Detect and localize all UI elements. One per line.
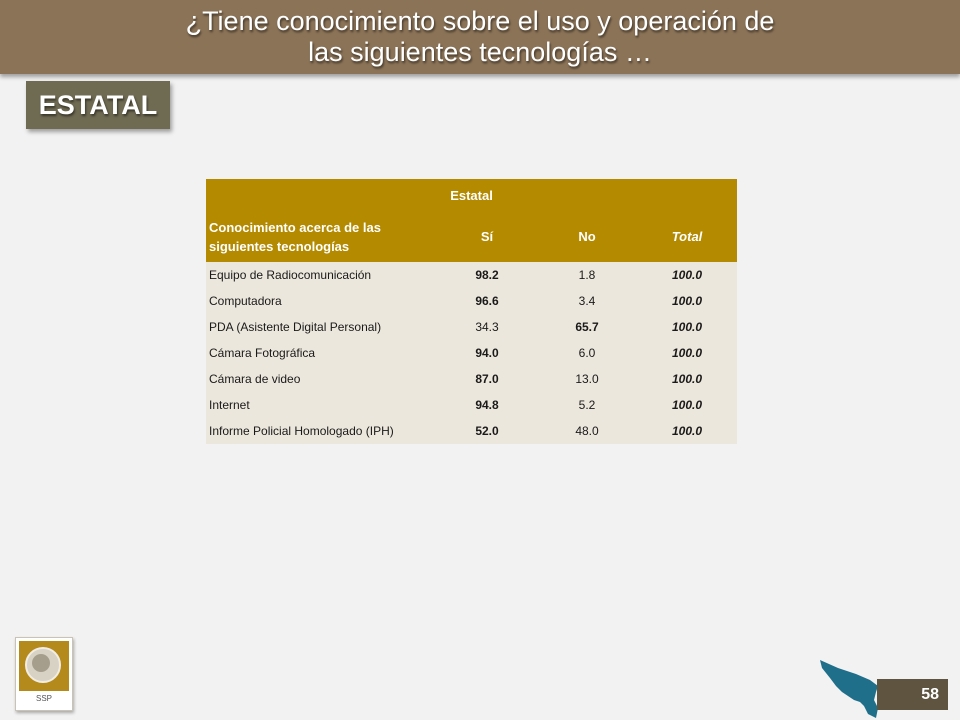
title-line-2: las siguientes tecnologías …: [308, 37, 652, 67]
state-map-icon: [816, 656, 886, 720]
page-number: 58: [877, 679, 948, 710]
data-table: [206, 179, 737, 444]
cell-no: 48.0: [537, 418, 637, 444]
column-header-si: Sí: [437, 211, 537, 262]
slide-title: [0, 0, 960, 74]
cell-total: 100.0: [637, 262, 737, 288]
cell-no: 65.7: [537, 314, 637, 340]
column-header-total: Total: [637, 211, 737, 262]
title-line-1: ¿Tiene conocimiento sobre el uso y operación de: [185, 6, 775, 36]
column-header-technology: Conocimiento acerca de las siguientes tecnologías: [206, 211, 437, 262]
logo-caption: SSP: [35, 694, 52, 703]
table-row: [206, 340, 737, 366]
row-label: PDA (Asistente Digital Personal): [206, 314, 437, 340]
cell-total: 100.0: [637, 392, 737, 418]
table-row: [206, 418, 737, 444]
cell-no: 6.0: [537, 340, 637, 366]
cell-no: 3.4: [537, 288, 637, 314]
cell-total: 100.0: [637, 340, 737, 366]
cell-si: 94.8: [437, 392, 537, 418]
table-row: [206, 262, 737, 288]
table-column-header-row: [206, 211, 737, 262]
cell-no: 5.2: [537, 392, 637, 418]
table-row: [206, 392, 737, 418]
cell-total: 100.0: [637, 418, 737, 444]
cell-total: 100.0: [637, 314, 737, 340]
row-label: Cámara de video: [206, 366, 437, 392]
cell-no: 13.0: [537, 366, 637, 392]
row-label: Equipo de Radiocomunicación: [206, 262, 437, 288]
section-tag: ESTATAL: [26, 81, 170, 129]
row-label: Computadora: [206, 288, 437, 314]
seal-emblem-icon: [32, 654, 50, 672]
cell-si: 96.6: [437, 288, 537, 314]
table-group-header-row: [206, 179, 737, 211]
cell-si: 52.0: [437, 418, 537, 444]
cell-si: 98.2: [437, 262, 537, 288]
ssp-logo: [15, 637, 73, 711]
table-row: [206, 366, 737, 392]
cell-total: 100.0: [637, 288, 737, 314]
cell-si: 34.3: [437, 314, 537, 340]
row-label: Internet: [206, 392, 437, 418]
row-label: Informe Policial Homologado (IPH): [206, 418, 437, 444]
table-row: [206, 314, 737, 340]
table-row: [206, 288, 737, 314]
column-header-no: No: [537, 211, 637, 262]
table-group-header: Estatal: [206, 179, 737, 211]
cell-si: 87.0: [437, 366, 537, 392]
cell-no: 1.8: [537, 262, 637, 288]
row-label: Cámara Fotográfica: [206, 340, 437, 366]
cell-si: 94.0: [437, 340, 537, 366]
cell-total: 100.0: [637, 366, 737, 392]
